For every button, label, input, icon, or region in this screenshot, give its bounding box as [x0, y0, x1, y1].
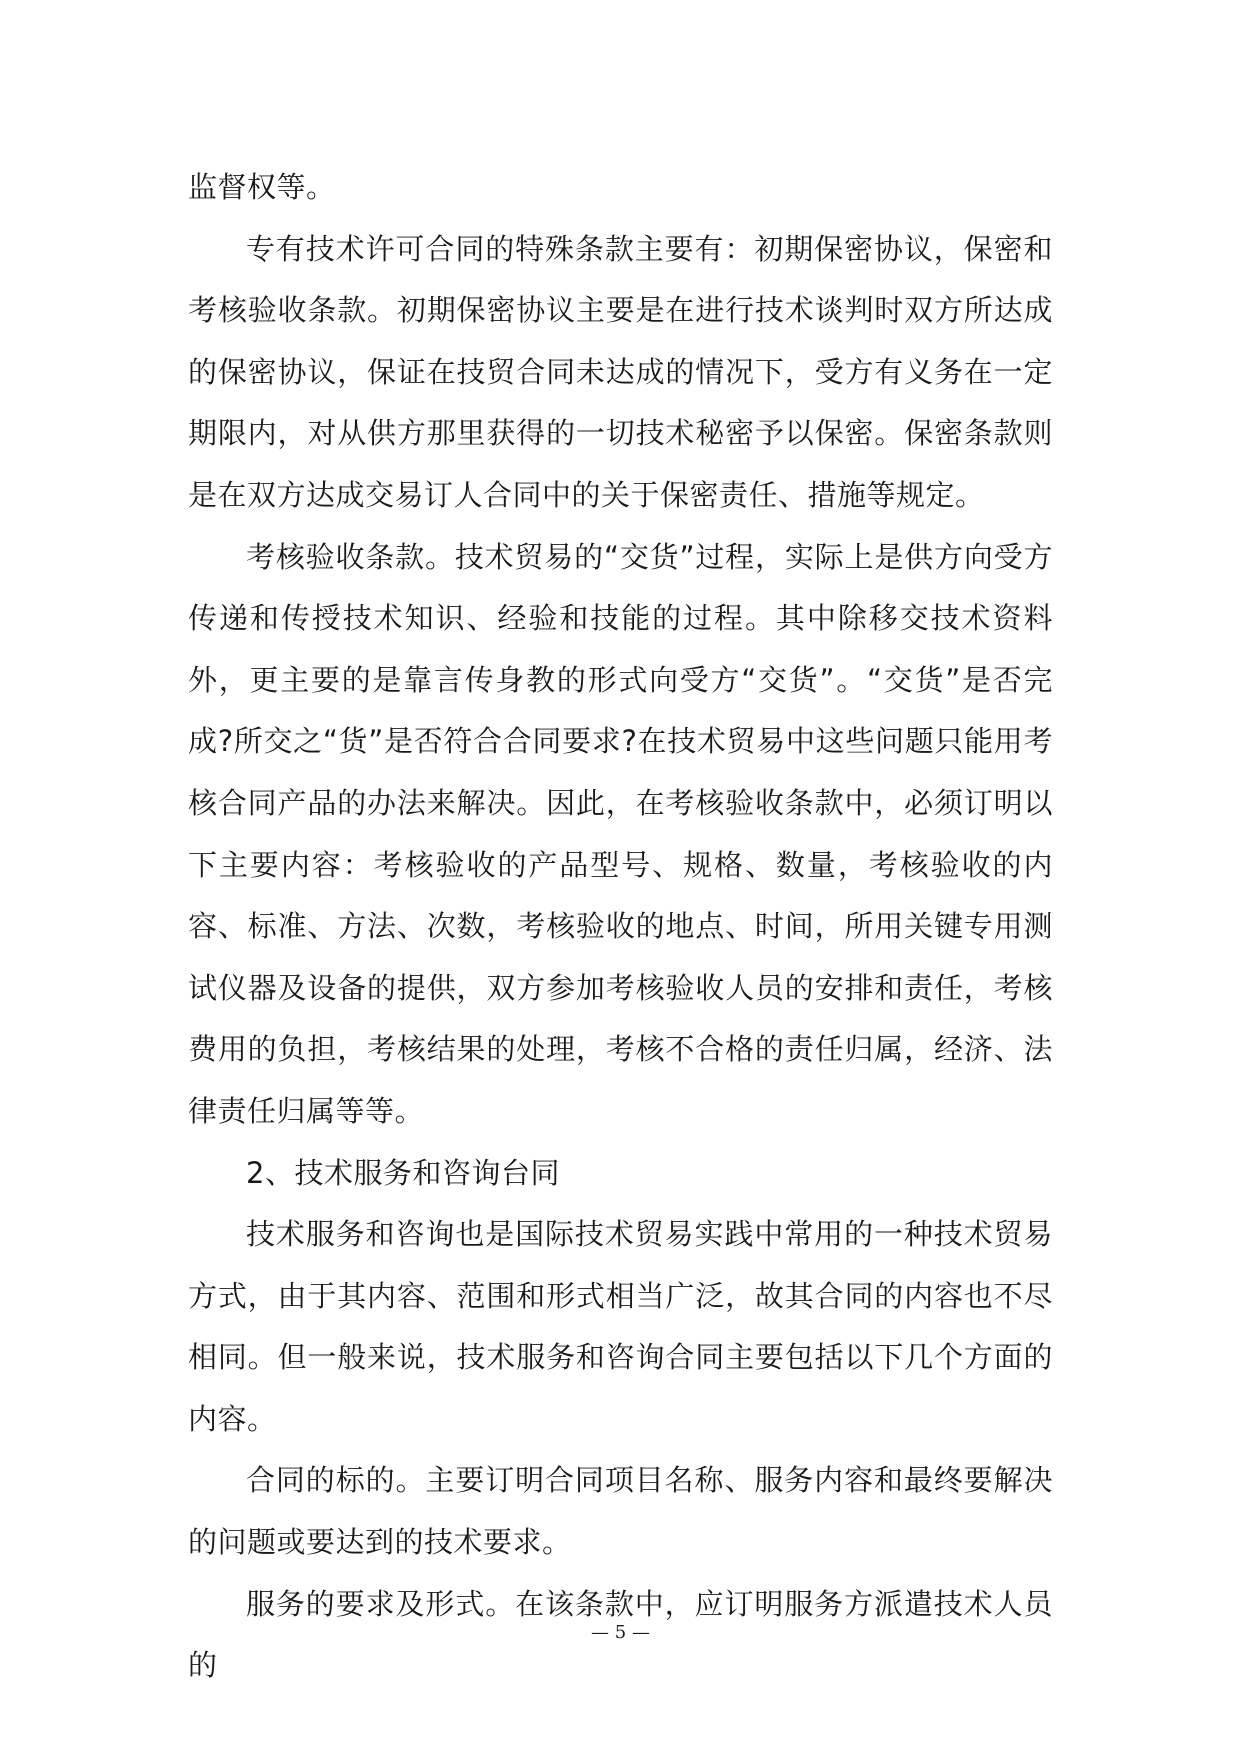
document-body [188, 157, 1053, 1697]
paragraph-service-requirements: 服务的要求及形式。在该条款中，应订明服务方派遣技术人员的 [188, 1586, 1053, 1683]
page-number: — 5 — [591, 1622, 650, 1643]
paragraph-service-consulting: 技术服务和咨询也是国际技术贸易实践中常用的一种技术贸易方式，由于其内容、范围和形式相当广泛，故其合同的内容也不尽相同。但一般来说，技术服务和咨询合同主要包括以下几个方面的内容。 [188, 1217, 1053, 1436]
paragraph-continuation: 监督权等。 [188, 170, 336, 204]
paragraph-acceptance-clauses: 考核验收条款。技术贸易的“交货”过程，实际上是供方向受方传递和传授技术知识、经验和技能的过程。其中除移交技术资料外，更主要的是靠言传身教的形式向受方“交货”。“交货”是否完成?所交之“货”是否符合合同要求?在技术贸易中这些问题只能用考核合同产品的办法来解决。因此，在考核验收条款中，必须订明以下主要内容：考核验收的产品型号、规格、数量，考核验收的内容、标准、方法、次数，考核验收的地点、时间，所用关键专用测试仪器及设备的提供，双方参加考核验收人员的安排和责任，考核费用的负担，考核结果的处理，考核不合格的责任归属，经济、法律责任归属等等。 [188, 539, 1053, 1128]
paragraph-special-clauses: 专有技术许可合同的特殊条款主要有：初期保密协议，保密和考核验收条款。初期保密协议主要是在进行技术谈判时双方所达成的保密协议，保证在技贸合同未达成的情况下，受方有义务在一定期限内，对从供方那里获得的一切技术秘密予以保密。保密条款则是在双方达成交易订人合同中的关于保密责任、措施等规定。 [188, 231, 1053, 512]
paragraph-contract-subject: 合同的标的。主要订明合同项目名称、服务内容和最终要解决的问题或要达到的技术要求。 [188, 1463, 1053, 1560]
section-heading: 2、技术服务和咨询台同 [246, 1155, 560, 1190]
